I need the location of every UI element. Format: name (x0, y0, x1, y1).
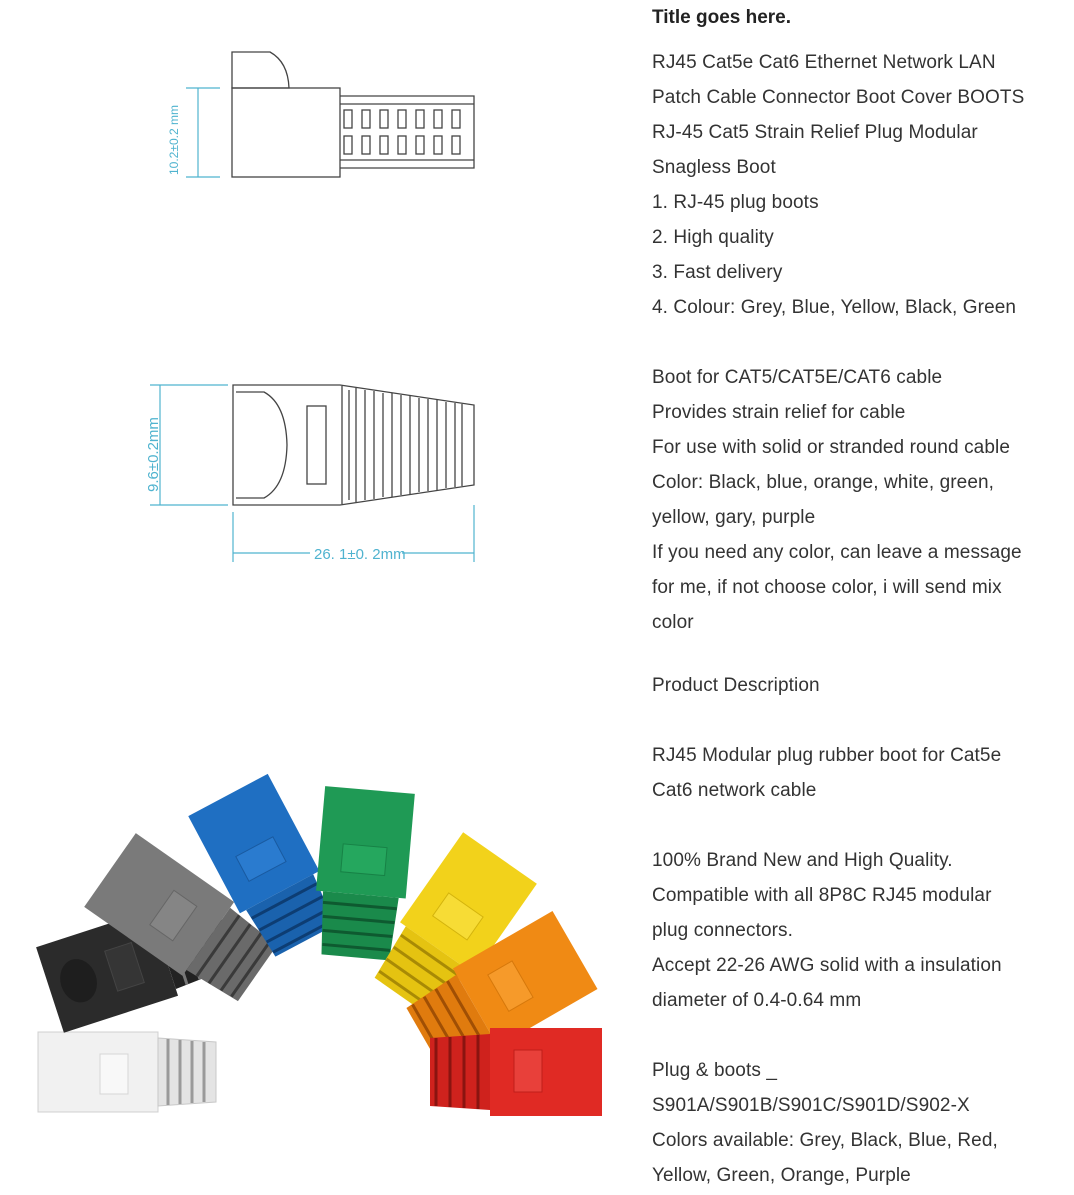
model-numbers: S901A/S901B/S901C/S901D/S902-X (652, 1095, 970, 1116)
feature-item: 3. Fast delivery (652, 262, 783, 283)
boot-red (430, 1028, 602, 1116)
desc-line: Yellow, Green, Orange, Purple (652, 1165, 911, 1186)
desc-line: color (652, 612, 694, 633)
length-dimension-label: 26. 1±0. 2mm (314, 546, 406, 563)
desc-line: Cat6 network cable (652, 780, 817, 801)
desc-line: for me, if not choose color, i will send mix (652, 577, 1002, 598)
desc-line: Snagless Boot (652, 157, 776, 178)
desc-line: Accept 22-26 AWG solid with a insulation (652, 955, 1002, 976)
boot-green (311, 786, 415, 961)
feature-item: 1. RJ-45 plug boots (652, 192, 819, 213)
width-dimension-label: 9.6±0.2mm (145, 417, 162, 492)
product-description (652, 0, 1062, 1193)
desc-line: plug connectors. (652, 920, 794, 941)
desc-line: Compatible with all 8P8C RJ45 modular (652, 885, 992, 906)
desc-line: Boot for CAT5/CAT5E/CAT6 cable (652, 367, 943, 388)
desc-line: Provides strain relief for cable (652, 402, 906, 423)
desc-line: Colors available: Grey, Black, Blue, Red, (652, 1130, 998, 1151)
desc-line: Color: Black, blue, orange, white, green, (652, 472, 995, 493)
desc-line: RJ-45 Cat5 Strain Relief Plug Modular (652, 122, 978, 143)
height-dimension-label: 10.2±0.2 mm (167, 105, 181, 175)
desc-line: 100% Brand New and High Quality. (652, 850, 953, 871)
desc-line: Patch Cable Connector Boot Cover BOOTS (652, 87, 1025, 108)
desc-line: diameter of 0.4-0.64 mm (652, 990, 862, 1011)
desc-line: Plug & boots _ (652, 1060, 777, 1081)
boot-white (38, 1032, 216, 1112)
desc-line: If you need any color, can leave a message (652, 542, 1022, 563)
feature-item: 4. Colour: Grey, Blue, Yellow, Black, Green (652, 297, 1017, 318)
feature-item: 2. High quality (652, 227, 774, 248)
desc-line: For use with solid or stranded round cable (652, 437, 1011, 458)
desc-line: yellow, gary, purple (652, 507, 816, 528)
desc-line: RJ45 Modular plug rubber boot for Cat5e (652, 745, 1002, 766)
description-title: Title goes here. (652, 7, 792, 28)
section-heading: Product Description (652, 675, 820, 696)
desc-line: RJ45 Cat5e Cat6 Ethernet Network LAN (652, 52, 996, 73)
